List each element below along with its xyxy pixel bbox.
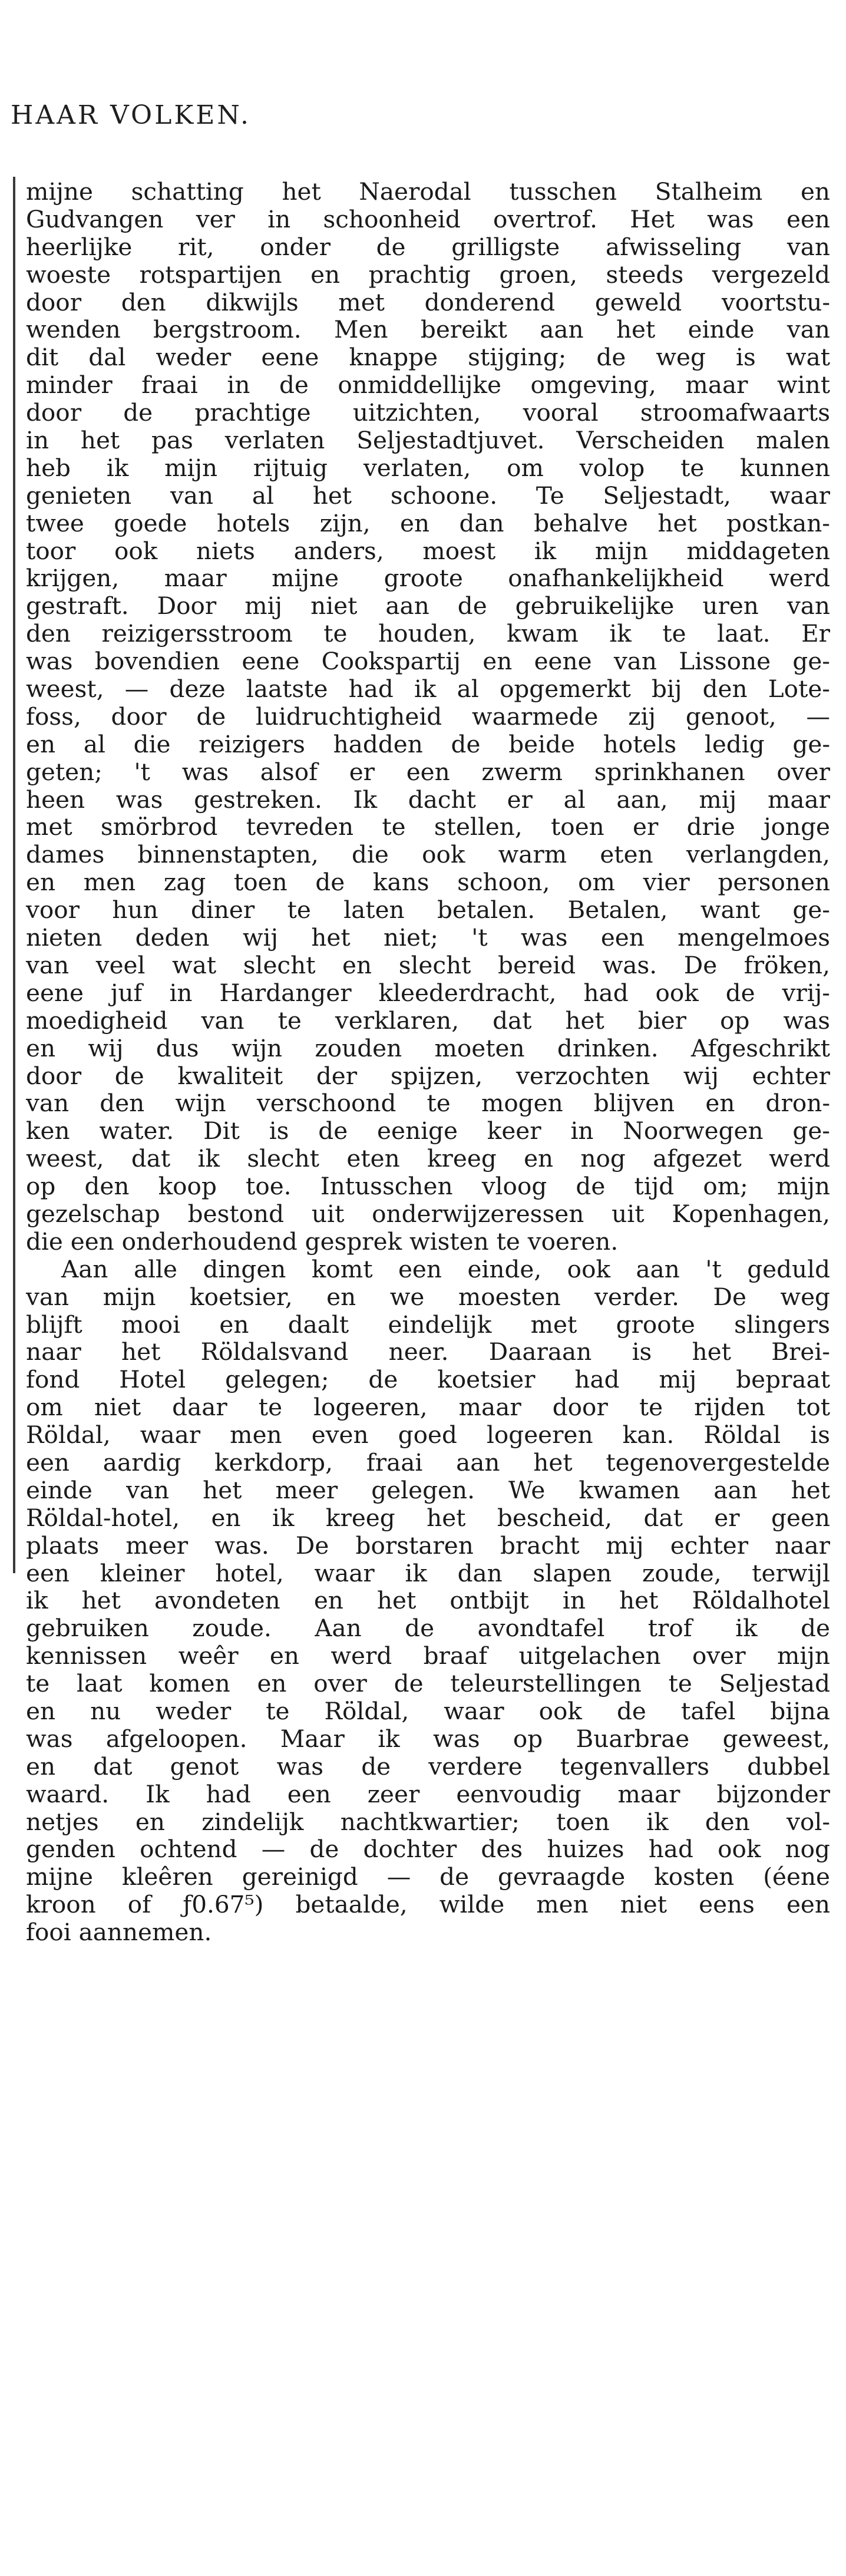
text-line: kroon of ƒ0.67⁵) betaalde, wilde men niet eens een xyxy=(26,1890,830,1919)
text-line: geten; 't was alsof er een zwerm sprinkhanen over xyxy=(26,757,830,786)
text-line: om niet daar te logeeren, maar door te rijden tot xyxy=(26,1393,830,1422)
text-line: gezelschap bestond uit onderwijzeressen uit Kopenhagen, xyxy=(26,1199,830,1228)
text-line: krijgen, maar mijne groote onafhankelijkheid werd xyxy=(26,564,830,593)
text-line: mijne kleêren gereinigd — de gevraagde kosten (éene xyxy=(26,1862,830,1891)
text-line: Röldal, waar men even goed logeeren kan. Röldal is xyxy=(26,1421,830,1449)
text-line: weest, — deze laatste had ik al opgemerkt bij den Lote- xyxy=(26,675,830,704)
text-line: van den wijn verschoond te mogen blijven en dron- xyxy=(26,1089,830,1118)
text-line: fond Hotel gelegen; de koetsier had mij bepraat xyxy=(26,1365,830,1394)
text-line: blijft mooi en daalt eindelijk met groote slingers xyxy=(26,1310,830,1339)
text-line: den reizigersstroom te houden, kwam ik te laat. Er xyxy=(26,619,830,648)
text-line: eene juf in Hardanger kleederdracht, had ook de vrij- xyxy=(26,978,830,1007)
text-line: te laat komen en over de teleurstellingen te Seljestad xyxy=(26,1669,830,1698)
text-line: einde van het meer gelegen. We kwamen aan het xyxy=(26,1475,830,1504)
text-line: ik het avondeten en het ontbijt in het Röldalhotel xyxy=(26,1586,830,1615)
text-line: met smörbrod tevreden te stellen, toen er drie jonge xyxy=(26,813,830,841)
text-line: dames binnenstapten, die ook warm eten verlangden, xyxy=(26,840,830,869)
text-line: waard. Ik had een zeer eenvoudig maar bijzonder xyxy=(26,1779,830,1808)
text-line: op den koop toe. Intusschen vloog de tijd om; mijn xyxy=(26,1172,830,1201)
text-line: Röldal-hotel, en ik kreeg het bescheid, dat er geen xyxy=(26,1503,830,1532)
text-line: gebruiken zoude. Aan de avondtafel trof ik de xyxy=(26,1614,830,1643)
text-line: netjes en zindelijk nachtkwartier; toen ik den vol- xyxy=(26,1807,830,1836)
text-line: en al die reizigers hadden de beide hotels ledig ge- xyxy=(26,729,830,758)
text-line: door de kwaliteit der spijzen, verzochten wij echter xyxy=(26,1061,830,1090)
text-line: voor hun diner te laten betalen. Betalen, want ge- xyxy=(26,896,830,924)
text-line: plaats meer was. De borstaren bracht mij echter naar xyxy=(26,1531,830,1560)
text-line: en men zag toen de kans schoon, om vier personen xyxy=(26,868,830,897)
text-line: minder fraai in de onmiddellijke omgeving, maar wint xyxy=(26,371,830,399)
text-line: mijne schatting het Naerodal tusschen Stalheim en xyxy=(26,177,830,206)
text-line: en nu weder te Röldal, waar ook de tafel bijna xyxy=(26,1696,830,1725)
text-line: Gudvangen ver in schoonheid overtrof. Het was een xyxy=(26,204,830,233)
text-line: was afgeloopen. Maar ik was op Buarbrae geweest, xyxy=(26,1724,830,1753)
text-line: kennissen weêr en werd braaf uitgelachen over mijn xyxy=(26,1642,830,1670)
text-line: moedigheid van te verklaren, dat het bier op was xyxy=(26,1006,830,1035)
text-line: door den dikwijls met donderend geweld voortstu- xyxy=(26,288,830,316)
text-line: door de prachtige uitzichten, vooral stroomafwaarts xyxy=(26,398,830,427)
text-line: die een onderhoudend gesprek wisten te voeren. xyxy=(26,1227,619,1256)
text-line: dit dal weder eene knappe stijging; de weg is wat xyxy=(26,343,830,372)
text-line: in het pas verlaten Seljestadtjuvet. Verscheiden malen xyxy=(26,426,830,455)
text-line: toor ook niets anders, moest ik mijn middageten xyxy=(26,536,830,565)
text-line: genden ochtend — de dochter des huizes had ook nog xyxy=(26,1835,830,1864)
margin-rule xyxy=(13,177,15,1573)
text-line: naar het Röldalsvand neer. Daaraan is het Brei- xyxy=(26,1337,830,1366)
text-line: weest, dat ik slecht eten kreeg en nog afgezet werd xyxy=(26,1144,830,1173)
text-line: en dat genot was de verdere tegenvallers dubbel xyxy=(26,1752,830,1781)
text-line: Aan alle dingen komt een einde, ook aan 't geduld xyxy=(61,1254,830,1283)
text-line: heerlijke rit, onder de grilligste afwisseling van xyxy=(26,232,830,261)
body-text xyxy=(26,178,830,1946)
text-line: was bovendien eene Cookspartij en eene van Lissone ge- xyxy=(26,647,830,676)
text-line: genieten van al het schoone. Te Seljestadt, waar xyxy=(26,481,830,510)
text-line: gestraft. Door mij niet aan de gebruikelijke uren van xyxy=(26,592,830,620)
text-line: fooi aannemen. xyxy=(26,1918,212,1947)
text-line: van mijn koetsier, en we moesten verder. De weg xyxy=(26,1282,830,1311)
text-line: en wij dus wijn zouden moeten drinken. Afgeschrikt xyxy=(26,1033,830,1062)
text-line: foss, door de luidruchtigheid waarmede zij genoot, — xyxy=(26,702,830,731)
text-line: heen was gestreken. Ik dacht er al aan, mij maar xyxy=(26,785,830,814)
text-line: twee goede hotels zijn, en dan behalve het postkan- xyxy=(26,508,830,537)
text-line: ken water. Dit is de eenige keer in Noorwegen ge- xyxy=(26,1117,830,1145)
text-line: een aardig kerkdorp, fraai aan het tegenovergestelde xyxy=(26,1448,830,1477)
text-line: wenden bergstroom. Men bereikt aan het einde van xyxy=(26,315,830,344)
text-line: een kleiner hotel, waar ik dan slapen zoude, terwijl xyxy=(26,1558,830,1587)
text-line: woeste rotspartijen en prachtig groen, steeds vergezeld xyxy=(26,260,830,289)
text-line: heb ik mijn rijtuig verlaten, om volop te kunnen xyxy=(26,453,830,482)
running-header: HAAR VOLKEN. xyxy=(11,100,251,130)
text-line: van veel wat slecht en slecht bereid was. De fröken, xyxy=(26,950,830,979)
text-line: nieten deden wij het niet; 't was een mengelmoes xyxy=(26,923,830,952)
